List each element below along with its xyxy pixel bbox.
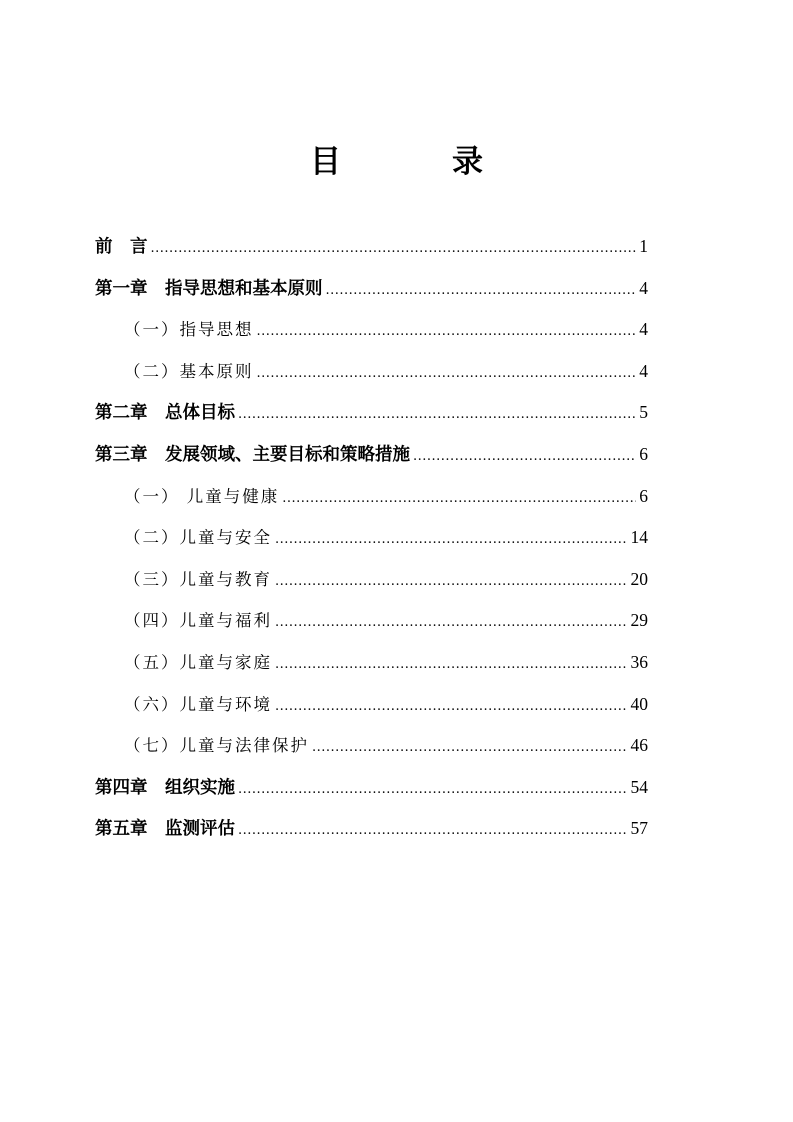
toc-entry-section[interactable] [95, 476, 648, 518]
toc-entry-label: 第一章 指导思想和基本原则 [95, 278, 323, 299]
toc-dot-leader [238, 769, 628, 811]
toc-page-number: 20 [630, 568, 648, 589]
toc-entry-section[interactable] [95, 517, 648, 559]
toc-entry-preface[interactable] [95, 226, 648, 268]
toc-page-number: 4 [639, 360, 648, 381]
toc-entry-section[interactable] [95, 351, 648, 393]
toc-dot-leader [238, 810, 628, 852]
toc-dot-leader [326, 270, 637, 312]
toc-entry-chapter-5[interactable] [95, 808, 648, 850]
toc-entry-chapter-2[interactable] [95, 392, 648, 434]
toc-title: 目 录 [310, 144, 523, 180]
toc-entry-chapter-3[interactable] [95, 434, 648, 476]
toc-page-number: 4 [639, 319, 648, 340]
toc-entry-label: （七）儿童与法律保护 [124, 736, 309, 756]
toc-dot-leader [275, 644, 628, 686]
toc-entry-label: 第三章 发展领域、主要目标和策略措施 [95, 444, 410, 465]
toc-page-number: 14 [630, 527, 648, 548]
toc-entry-section[interactable] [95, 600, 648, 642]
toc-entry-label: （二）儿童与安全 [124, 528, 272, 548]
toc-entry-label: （一） 儿童与健康 [124, 486, 280, 506]
toc-page-number: 36 [630, 651, 648, 672]
toc-entry-label: 第五章 监测评估 [95, 819, 235, 840]
toc-list [95, 226, 648, 850]
toc-dot-leader [282, 478, 636, 520]
toc-dot-leader [275, 519, 628, 561]
toc-dot-leader [238, 394, 636, 436]
toc-entry-label: （六）儿童与环境 [124, 694, 272, 714]
toc-entry-label: （四）儿童与福利 [124, 611, 272, 631]
toc-page-number: 57 [630, 818, 648, 839]
toc-entry-label: 第四章 组织实施 [95, 777, 235, 798]
toc-page-number: 6 [639, 443, 648, 464]
toc-dot-leader [275, 602, 628, 644]
toc-page-number: 4 [639, 277, 648, 298]
toc-dot-leader [413, 436, 636, 478]
toc-page-number: 46 [630, 735, 648, 756]
toc-entry-label: （二）基本原则 [124, 361, 254, 381]
toc-dot-leader [257, 311, 637, 353]
toc-entry-label: 前 言 [95, 237, 148, 257]
toc-entry-section[interactable] [95, 309, 648, 351]
toc-entry-label: （一）指导思想 [124, 320, 254, 340]
toc-page-number: 6 [639, 485, 648, 506]
toc-dot-leader [275, 561, 628, 603]
toc-entry-section[interactable] [95, 684, 648, 726]
toc-dot-leader [312, 727, 628, 769]
toc-entry-label: 第二章 总体目标 [95, 403, 235, 424]
toc-page-number: 5 [639, 402, 648, 423]
toc-entry-section[interactable] [95, 559, 648, 601]
toc-entry-chapter-4[interactable] [95, 767, 648, 809]
toc-entry-section[interactable] [95, 725, 648, 767]
toc-page-number: 40 [630, 693, 648, 714]
toc-dot-leader [151, 228, 637, 270]
toc-entry-chapter-1[interactable] [95, 268, 648, 310]
toc-page-number: 1 [639, 236, 648, 256]
toc-page-number: 29 [630, 610, 648, 631]
toc-entry-label: （三）儿童与教育 [124, 569, 272, 589]
toc-entry-section[interactable] [95, 642, 648, 684]
toc-dot-leader [257, 353, 637, 395]
toc-page-number: 54 [630, 776, 648, 797]
toc-dot-leader [275, 686, 628, 728]
toc-entry-label: （五）儿童与家庭 [124, 652, 272, 672]
